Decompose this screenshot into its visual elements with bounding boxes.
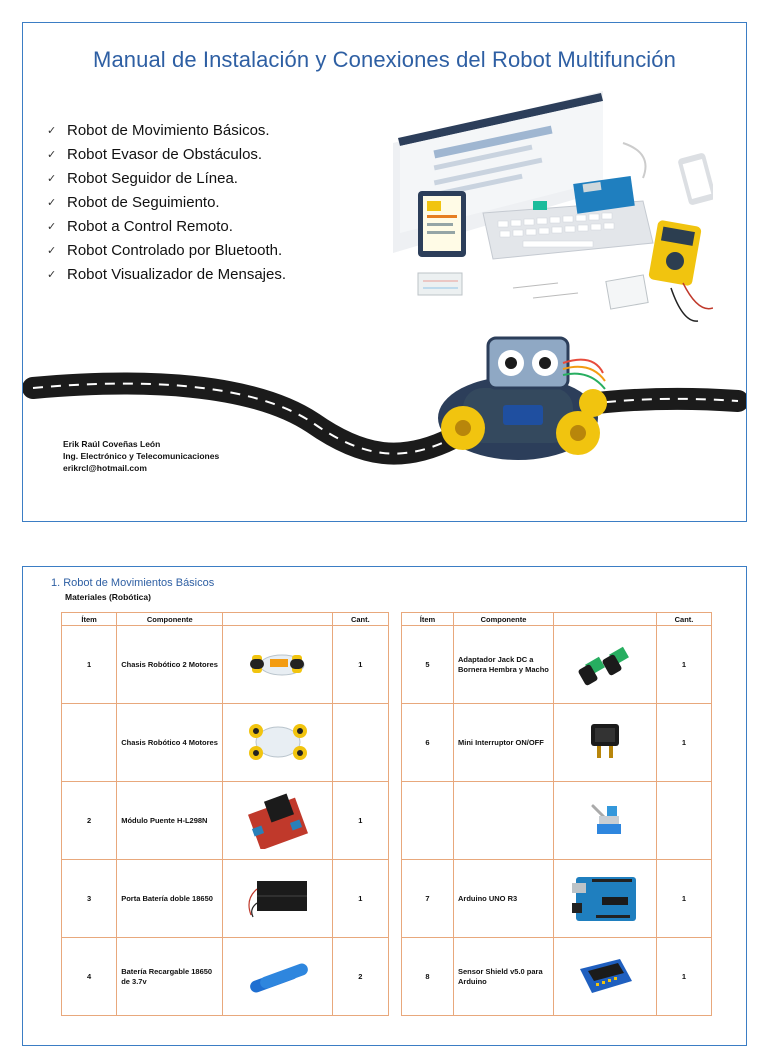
check-icon: ✓ [47,269,57,281]
check-icon: ✓ [47,197,57,209]
list-item: ✓ Robot a Control Remoto. [47,215,286,239]
check-icon: ✓ [47,149,57,161]
cover-page [22,22,747,522]
rocker-switch-icon [585,720,625,764]
author-name: Erik Raúl Coveñas León [63,439,161,449]
check-icon: ✓ [47,245,57,257]
check-icon: ✓ [47,221,57,233]
author-role: Ing. Electrónico y Telecomunicaciones [63,451,220,461]
chassis-4wd-icon [246,719,310,765]
chassis-2wd-icon [248,647,308,681]
table-row: 1 Chasis Robótico 2 Motores 1 [62,626,389,704]
list-item: ✓ Robot Controlado por Bluetooth. [47,239,286,263]
author-block [63,438,219,474]
header-qty: Cant. [332,613,388,626]
table-row: 2 Módulo Puente H-L298N 1 [62,782,389,860]
header-component: Componente [117,613,223,626]
arduino-uno-icon [572,873,638,923]
header-item: Ítem [62,613,117,626]
table-row: 8 Sensor Shield v5.0 para Arduino 1 [402,938,712,1016]
check-icon: ✓ [47,125,57,137]
section-subtitle: Materiales (Robótica) [65,592,151,602]
batteries-icon [245,956,311,996]
list-item: ✓ Robot de Seguimiento. [47,191,286,215]
table-row: Chasis Robótico 4 Motores [62,704,389,782]
table-row: 3 Porta Batería doble 18650 1 [62,860,389,938]
l298n-module-icon [247,791,309,849]
dc-jack-adapter-icon [577,640,633,688]
materials-table-left [61,612,389,1016]
robot-car-illustration [433,333,613,483]
header-component: Componente [454,613,554,626]
sensor-shield-icon [574,955,636,997]
list-item: ✓ Robot de Movimiento Básicos. [47,119,286,143]
materials-page [22,566,747,1046]
toggle-switch-icon [583,800,627,840]
check-icon: ✓ [47,173,57,185]
header-item: Ítem [402,613,454,626]
materials-table-right [401,612,712,1016]
author-email: erikrcl@hotmail.com [63,463,147,473]
robot-list [47,119,286,287]
table-row: 5 Adaptador Jack DC a Bornera Hembra y Macho 1 [402,626,712,704]
document-title: Manual de Instalación y Conexiones del Robot Multifunción [93,47,676,72]
list-item: ✓ Robot Evasor de Obstáculos. [47,143,286,167]
table-row: 4 Batería Recargable 18650 de 3.7v 2 [62,938,389,1016]
workstation-illustration [353,83,713,333]
section-title: 1. Robot de Movimientos Básicos [51,577,215,589]
table-row [402,782,712,860]
battery-holder-icon [243,875,313,921]
list-item: ✓ Robot Visualizador de Mensajes. [47,263,286,287]
header-qty: Cant. [657,613,712,626]
table-row: 7 Arduino UNO R3 1 [402,860,712,938]
table-row: 6 Mini Interruptor ON/OFF 1 [402,704,712,782]
list-item: ✓ Robot Seguidor de Línea. [47,167,286,191]
